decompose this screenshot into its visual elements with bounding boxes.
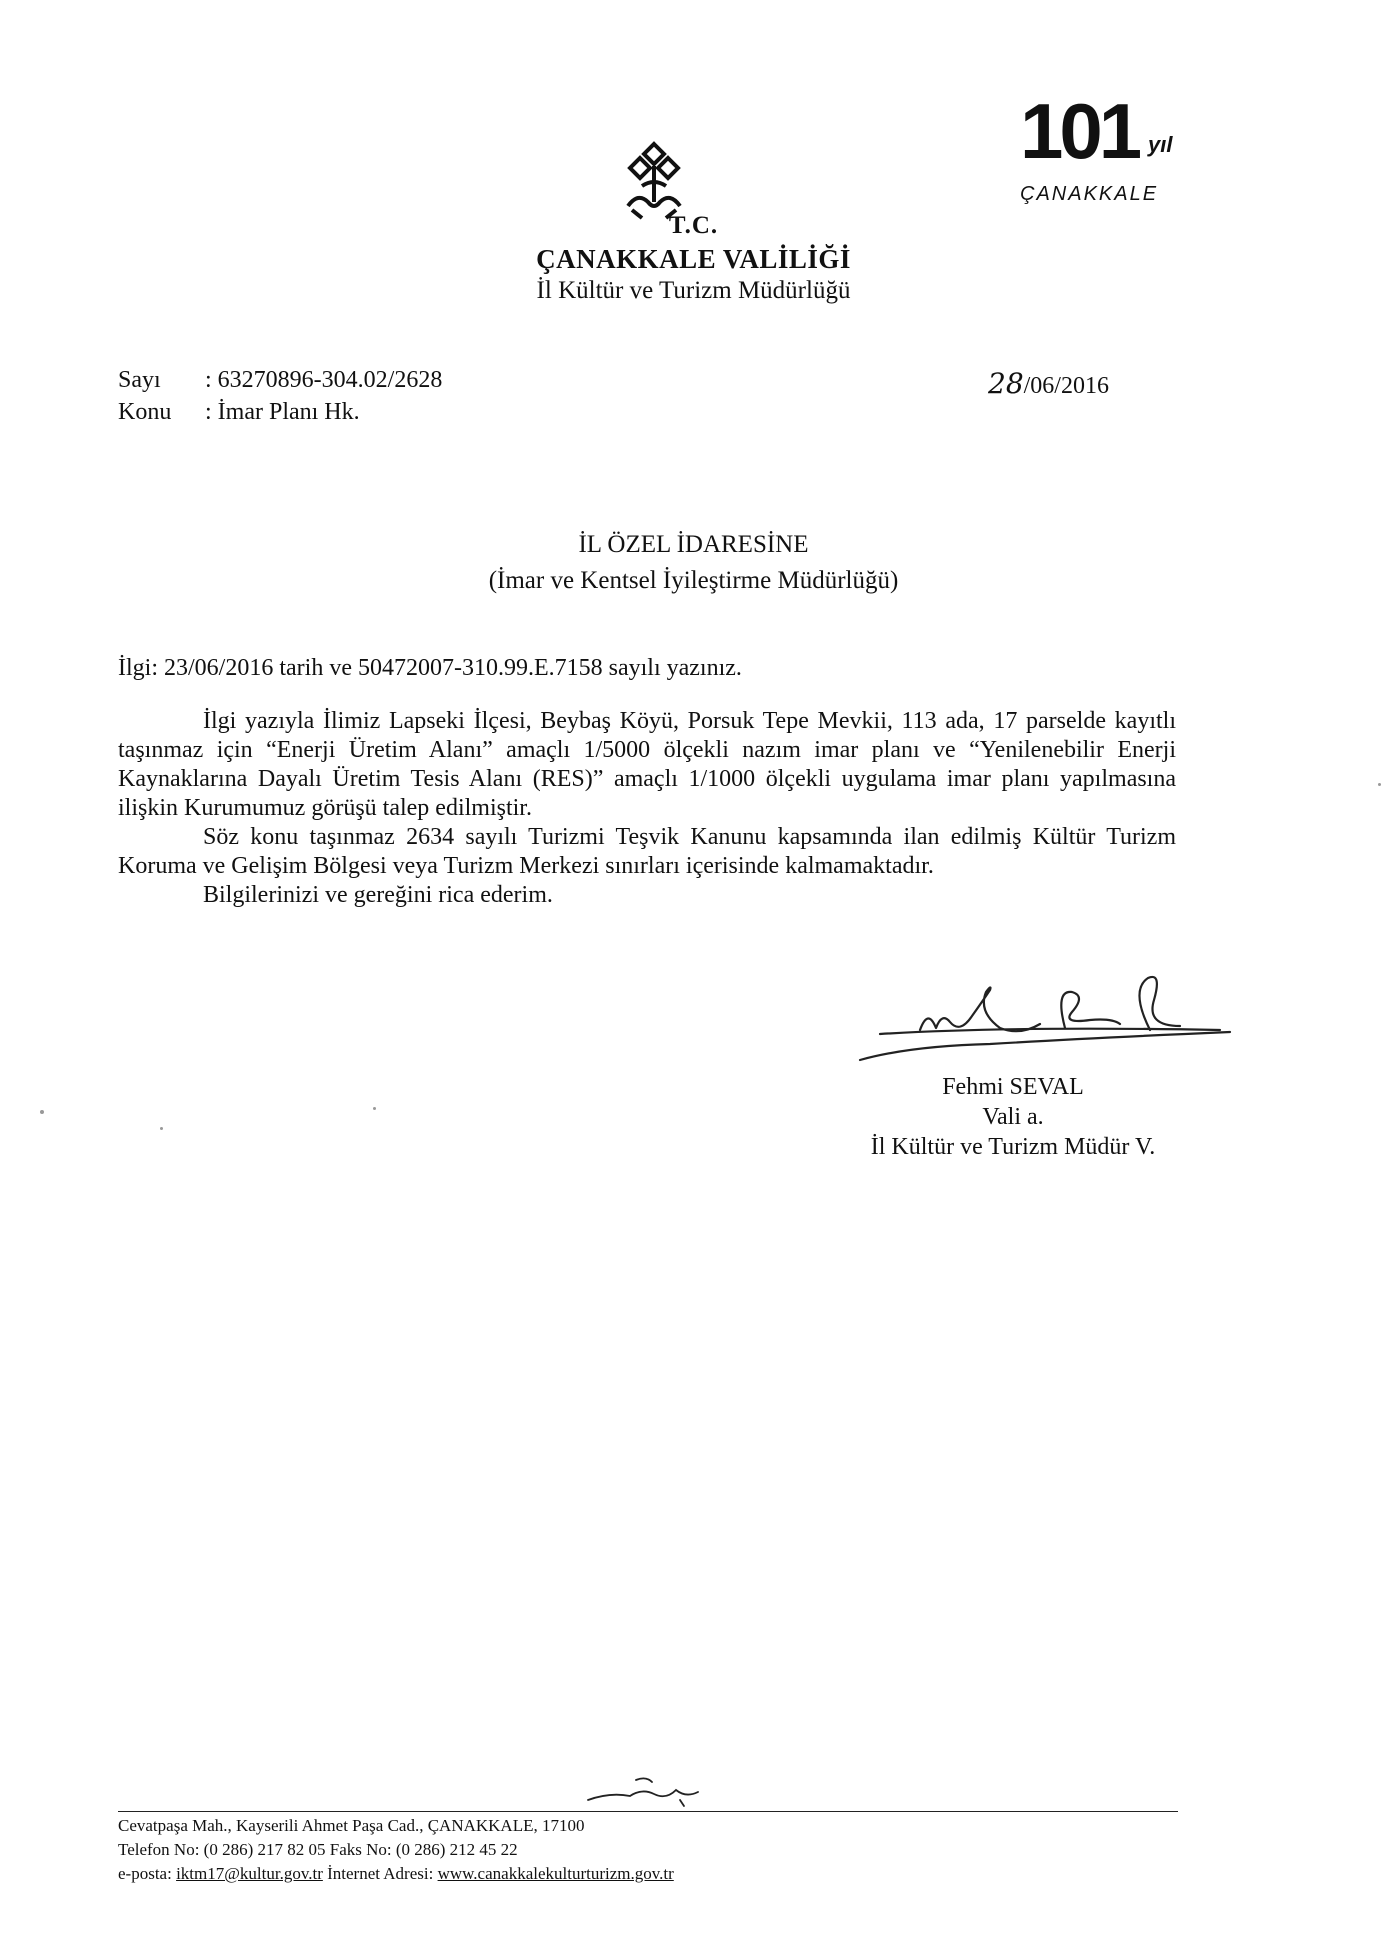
body-paragraph-3: Bilgilerinizi ve gereğini rica ederim.	[203, 882, 553, 908]
body-paragraph-1: İlgi yazıyla İlimiz Lapseki İlçesi, Beybaş Köyü, Porsuk Tepe Mevkii, 113 ada, 17 parselde kayıtlı taşınmaz için “Enerji Üretim Alanı” amaçlı 1/5000 ölçekli nazım imar planı ve “Yenilenebilir Enerji Kaynaklarına Dayalı Üretim Tesis Alanı (RES)” amaçlı 1/1000 ölçekli uygulama imar planı yapılmasına ilişkin Kurumumuz görüşü talep edilmiştir.	[118, 708, 1176, 821]
reference-line: İlgi: 23/06/2016 tarih ve 50472007-310.99.E.7158 sayılı yazınız.	[118, 655, 742, 681]
handwritten-signature	[850, 950, 1240, 1070]
signatory-block	[838, 1072, 1188, 1162]
recipient-block	[0, 527, 1387, 599]
directorate-title: İl Kültür ve Turizm Müdürlüğü	[536, 277, 851, 304]
footer-links	[118, 1862, 674, 1886]
web-label: İnternet Adresi:	[327, 1864, 434, 1883]
document-date	[988, 367, 1109, 400]
date-day: 28	[988, 367, 1024, 400]
state-abbreviation: T.C.	[668, 212, 719, 239]
scan-speck	[160, 1127, 163, 1130]
signatory-role-2: İl Kültür ve Turizm Müdür V.	[870, 1134, 1156, 1160]
konu-label: Konu	[118, 399, 172, 425]
turkiye-brand-mark	[580, 1770, 720, 1810]
body-paragraph-2: Söz konu taşınmaz 2634 sayılı Turizmi Teşvik Kanunu kapsamında ilan edilmiş Kültür Turizm Koruma ve Gelişim Bölgesi veya Turizm Merkezi sınırları içerisinde kalmamaktadır.	[118, 824, 1176, 879]
footer-divider	[118, 1811, 1178, 1812]
date-month-year: /06/2016	[1023, 373, 1109, 399]
letter-body	[118, 707, 1176, 910]
governorship-title: ÇANAKKALE VALİLİĞİ	[536, 244, 851, 274]
sayi-value: : 63270896-304.02/2628	[205, 367, 443, 393]
scan-speck	[373, 1107, 376, 1110]
anniversary-city: ÇANAKKALE	[1020, 183, 1159, 205]
ministry-emblem-icon	[618, 140, 690, 220]
konu-value: : İmar Planı Hk.	[205, 399, 360, 425]
scan-speck	[1378, 783, 1381, 786]
scan-speck	[40, 1110, 44, 1114]
anniversary-suffix: yıl	[1148, 132, 1173, 157]
signatory-name: Fehmi SEVAL	[942, 1074, 1084, 1100]
recipient-line-2: (İmar ve Kentsel İyileştirme Müdürlüğü)	[488, 567, 899, 594]
anniversary-number: 101	[1020, 87, 1139, 175]
sayi-label: Sayı	[118, 367, 161, 393]
recipient-line-1: İL ÖZEL İDARESİNE	[578, 531, 809, 558]
email-link[interactable]: iktm17@kultur.gov.tr	[176, 1864, 323, 1883]
footer-contact	[118, 1814, 674, 1886]
email-label: e-posta:	[118, 1864, 172, 1883]
footer-address: Cevatpaşa Mah., Kayserili Ahmet Paşa Cad., ÇANAKKALE, 17100	[118, 1816, 585, 1835]
footer-phone: Telefon No: (0 286) 217 82 05 Faks No: (0 286) 212 45 22	[118, 1840, 518, 1859]
signatory-role-1: Vali a.	[982, 1104, 1044, 1130]
web-link[interactable]: www.canakkalekulturturizm.gov.tr	[437, 1864, 674, 1883]
